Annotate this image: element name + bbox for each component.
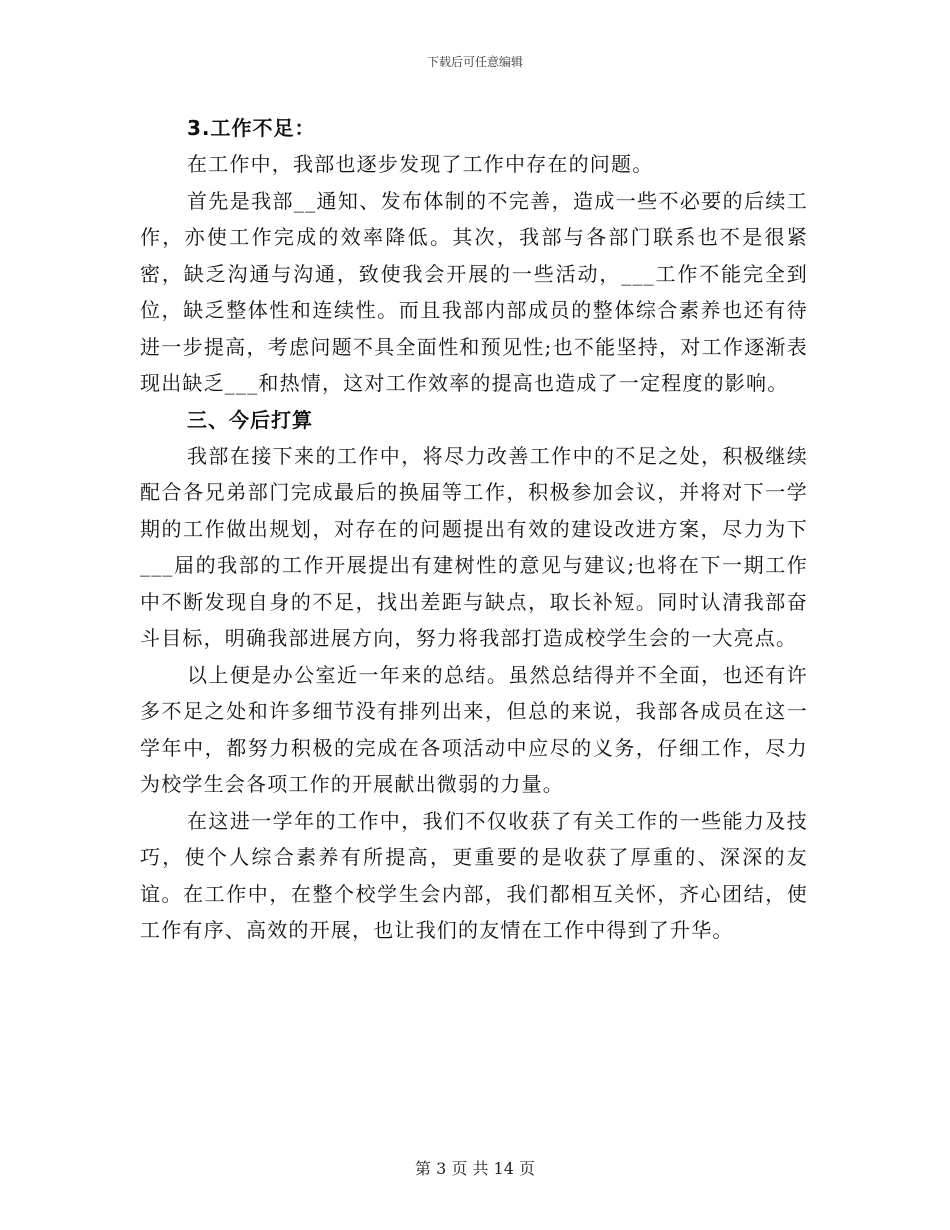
page-footer: 第 3 页 共 14 页	[415, 1159, 535, 1178]
header-note: 下载后可任意编辑	[426, 55, 523, 69]
paragraph: 在这进一学年的工作中，我们不仅收获了有关工作的一些能力及技巧，使个人综合素养有所提高，更重要的是收获了厚重的、深深的友谊。在工作中，在整个校学生会内部，我们都相互关怀，齐心团结，使工作有序、高效的开展，也让我们的友情在工作中得到了升华。	[140, 808, 808, 942]
paragraph: 以上便是办公室近一年来的总结。虽然总结得并不全面，也还有许多不足之处和许多细节没有排列出来，但总的来说，我部各成员在这一学年中，都努力积极的完成在各项活动中应尽的义务，仔细工作，尽力为校学生会各项工作的开展献出微弱的力量。	[140, 662, 808, 796]
paragraph: 在工作中，我部也逐步发现了工作中存在的问题。	[187, 152, 654, 176]
paragraph: 首先是我部__通知、发布体制的不完善，造成一些不必要的后续工作，亦使工作完成的效率降低。其次，我部与各部门联系也不是很紧密，缺乏沟通与沟通，致使我会开展的一些活动，___工作不能完全到位，缺乏整体性和连续性。而且我部内部成员的整体综合素养也还有待进一步提高，考虑问题不具全面性和预见性;也不能坚持，对工作逐渐表现出缺乏___和热情，这对工作效率的提高也造成了一定程度的影响。	[140, 188, 808, 395]
section-heading-work-shortcomings: 3.工作不足：	[187, 116, 316, 140]
section-heading-future-plan: 三、今后打算	[187, 407, 313, 432]
document-body	[140, 110, 808, 949]
paragraph: 我部在接下来的工作中，将尽力改善工作中的不足之处，积极继续配合各兄弟部门完成最后的换届等工作，积极参加会议，并将对下一学期的工作做出规划，对存在的问题提出有效的建设改进方案，尽力为下___届的我部的工作开展提出有建树性的意见与建议;也将在下一期工作中不断发现自身的不足，找出差距与缺点，取长补短。同时认清我部奋斗目标，明确我部进展方向，努力将我部打造成校学生会的一大亮点。	[140, 443, 808, 650]
